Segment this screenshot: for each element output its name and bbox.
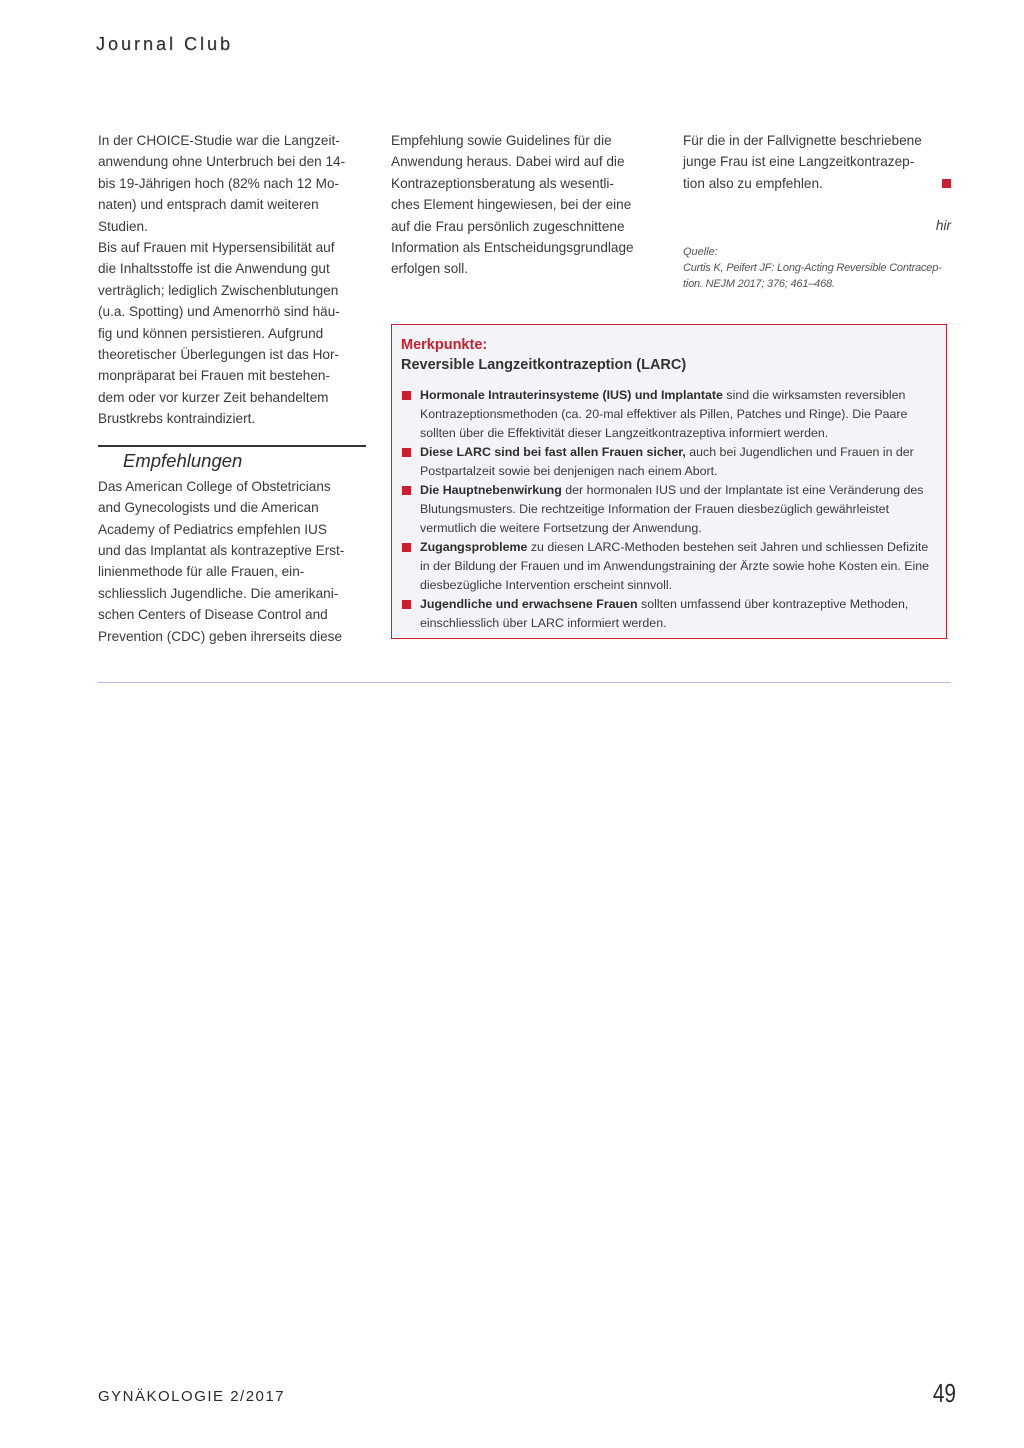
list-item [401,595,936,633]
end-of-article-mark [942,179,951,188]
text-line: anwendung ohne Unterbruch bei den 14- [98,154,346,170]
text-line: Für die in der Fallvignette beschriebene [683,133,922,148]
text-line: Information als Entscheidungsgrundlage [391,240,634,256]
text-line: Das American College of Obstetricians [98,478,331,494]
bullet-bold-lead: Jugendliche und erwachsene Frauen [420,597,638,611]
text-line: In der CHOICE-Studie war die Langzeit- [98,133,340,148]
text-line: tion. NEJM 2017; 376; 461–468. [683,277,835,290]
bullet-text: der hormonalen IUS und der Implantate ist eine Veränderung des Blutungsmusters. Die rechtzeitige Information der Frauen diesbezüglich gewährleistet vermutlich die weitere Fortsetzung der Anwendung. [420,483,924,535]
paragraph-guidelines [391,130,659,280]
bullet-square-icon [402,391,411,400]
text-line: Academy of Pediatrics empfehlen IUS [98,521,327,537]
page-number: 49 [932,1378,956,1408]
bullet-bold-lead: Zugangsprobleme [420,540,528,554]
bullet-square-icon [402,600,411,609]
text-line: dem oder vor kurzer Zeit behandeltem [98,389,329,405]
subheading-empfehlungen: Empfehlungen [123,449,243,471]
box-subtitle: Reversible Langzeitkontrazeption (LARC) [401,357,687,373]
text-line: Brustkrebs kontraindiziert. [98,411,256,427]
text-line: Studien. [98,218,148,234]
text-line: auf die Frau persönlich zugeschnittene [391,218,625,234]
text-line: junge Frau ist eine Langzeitkontrazep- [683,154,915,170]
text-line: monpräparat bei Frauen mit bestehen- [98,368,330,384]
text-line: bis 19-Jährigen hoch (82% nach 12 Mo- [98,175,340,191]
text-line: Anwendung heraus. Dabei wird auf die [391,154,625,170]
bullet-text: auch bei Jugendlichen und Frauen in der Postpartalzeit sowie bei denjenigen nach einem Abort. [420,445,914,478]
section-divider [98,445,366,447]
list-item [401,538,936,595]
paragraph-conclusion [683,130,951,194]
text-line: (u.a. Spotting) und Amenorrhö sind häu- [98,304,340,320]
bullet-square-icon [402,486,411,495]
column-3 [683,130,951,292]
footer-journal-issue: GYNÄKOLOGIE 2/2017 [98,1388,286,1405]
bullet-bold-lead: Die Hauptnebenwirkung [420,483,562,497]
text-line: schliesslich Jugendliche. Die amerikani- [98,585,339,601]
text-line: die Inhaltsstoffe ist die Anwendung gut [98,261,330,277]
text-line: linienmethode für alle Frauen, ein- [98,564,305,580]
paragraph-choice-study [98,130,366,237]
bullet-text: sind die wirksamsten reversiblen Kontrazeptionsmethoden (ca. 20-mal effektiver als Pillen, Patches und Ringe). Die Paare sollten über die Effektivität dieser Langzeitkontrazeptiva informiert werden. [420,388,908,440]
text-line: theoretischer Überlegungen ist das Hor- [98,347,340,363]
text-line: Kontrazeptionsberatung als wesentli- [391,175,614,191]
column-2 [391,130,659,280]
list-item [401,386,936,443]
text-line: tion also zu empfehlen. [683,175,823,191]
author-initials: hir [935,218,951,234]
bullet-bold-lead: Diese LARC sind bei fast allen Frauen sicher, [420,445,686,459]
text-line: ches Element hingewiesen, bei der eine [391,197,632,213]
bullet-square-icon [402,543,411,552]
box-title: Merkpunkte: [401,337,488,353]
source-citation [683,260,951,292]
text-line: schen Centers of Disease Control and [98,607,328,623]
key-points-box [391,324,947,639]
list-item [401,481,936,538]
bullet-square-icon [402,448,411,457]
text-line: verträglich; lediglich Zwischenblutungen [98,282,339,298]
text-line: and Gynecologists und die American [98,500,319,516]
source-label: Quelle: [683,245,718,258]
text-line: Prevention (CDC) geben ihrerseits diese [98,628,343,644]
column-1 [98,130,366,647]
text-line: Empfehlung sowie Guidelines für die [391,133,612,148]
text-line: erfolgen soll. [391,261,469,277]
bullet-bold-lead: Hormonale Intrauterinsysteme (IUS) und Implantate [420,388,723,402]
bullet-text: zu diesen LARC-Methoden bestehen seit Jahren und schliessen Defizite in der Bildung der Frauen und im Anwendungstraining der Ärzte sowie hohe Kosten ein. Eine diesbezügliche Intervention erscheint sinnvoll. [420,540,930,592]
text-line: Bis auf Frauen mit Hypersensibilität auf [98,240,335,256]
bullet-text: sollten umfassend über kontrazeptive Methoden, einschliesslich über LARC informiert werden. [420,597,909,630]
text-line: Curtis K, Peifert JF: Long-Acting Reversible Contracep- [683,261,942,274]
paragraph-tolerability [98,237,366,430]
paragraph-recommendations [98,476,366,647]
list-item [401,443,936,481]
text-line: fig und können persistieren. Aufgrund [98,325,324,341]
section-header: Journal Club [96,34,234,54]
bottom-divider [98,682,951,683]
text-line: und das Implantat als kontrazeptive Erst- [98,542,345,558]
text-line: naten) und entsprach damit weiteren [98,197,319,213]
